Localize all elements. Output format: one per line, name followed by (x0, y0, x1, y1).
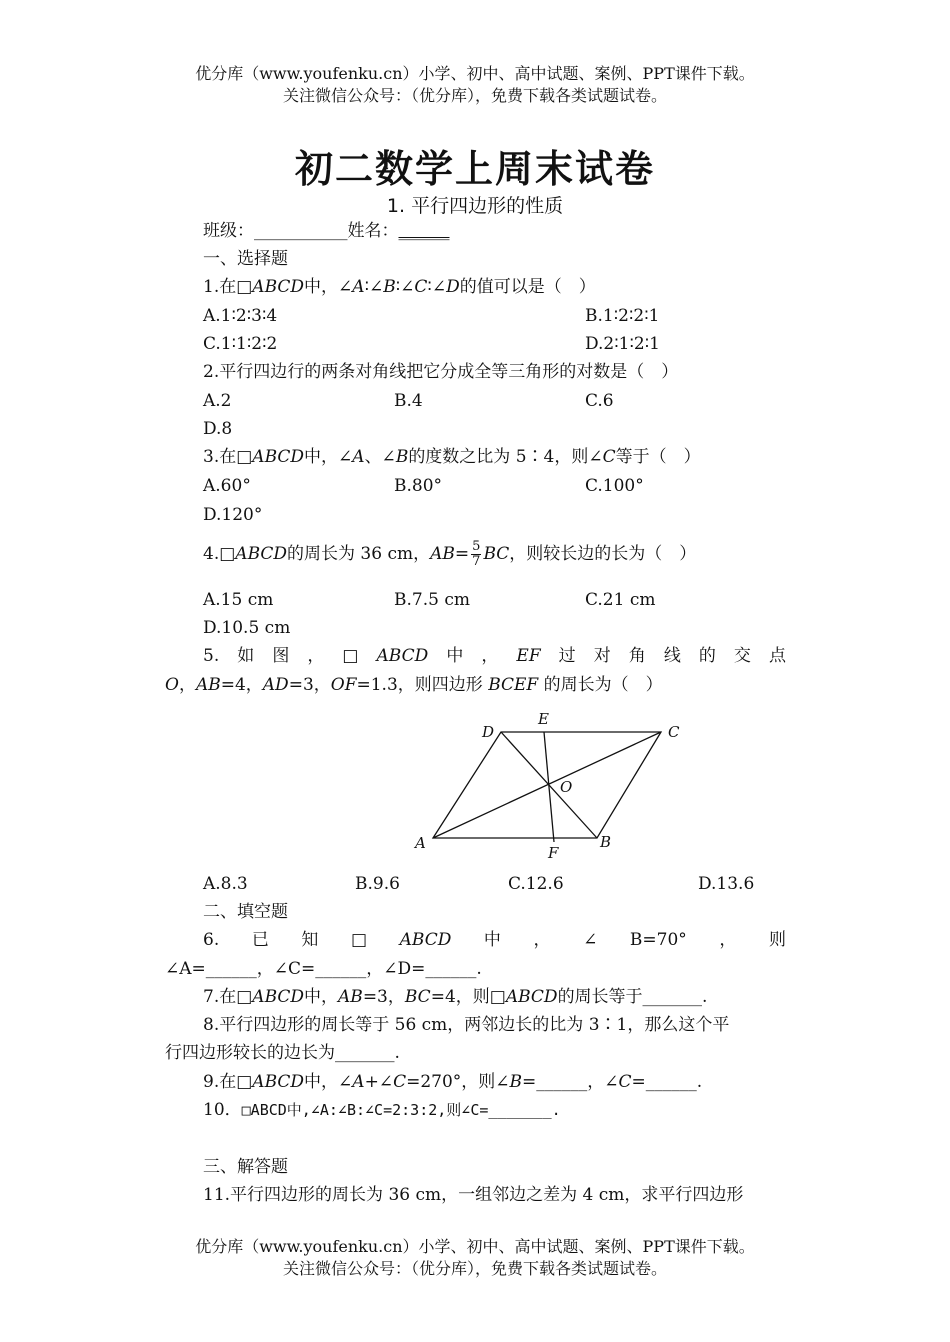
q3-option-d: D.120° (203, 505, 263, 525)
question-1: 1.在□ABCD中，∠A∶∠B∶∠C∶∠D的值可以是（ ） (203, 277, 596, 297)
section-answer: 三、解答题 (203, 1157, 288, 1177)
label-o: O (560, 778, 573, 796)
question-6-line-2: ∠A=______，∠C=______，∠D=______. (165, 959, 482, 979)
question-10: 10．□ABCD中,∠A:∠B:∠C=2:3:2,则∠C=_______. (203, 1100, 561, 1120)
name-blank: ______ (398, 221, 450, 241)
question-11-line-1: 11.平行四边形的周长为 36 cm，一组邻边之差为 4 cm，求平行四边形 (203, 1185, 744, 1205)
class-blank: ___________ (254, 221, 348, 241)
q5-option-d: D.13.6 (698, 874, 755, 894)
parallelogram-figure (405, 702, 695, 868)
question-8-line-1: 8.平行四边形的周长等于 56 cm，两邻边长的比为 3∶1，那么这个平 (203, 1015, 730, 1035)
q2-option-c: C.6 (585, 391, 614, 411)
q5-option-a: A.8.3 (203, 874, 248, 894)
q4-option-b: B.7.5 cm (394, 590, 470, 610)
question-6-line-1: 6. 已 知 □ ABCD 中 ， ∠ B=70° ， 则 (203, 930, 786, 950)
q3-option-c: C.100° (585, 476, 644, 496)
section-choice: 一、选择题 (203, 249, 288, 269)
q4-option-a: A.15 cm (203, 590, 274, 610)
question-3: 3.在□ABCD中，∠A、∠B的度数之比为 5∶4，则∠C等于（ ） (203, 447, 701, 467)
label-b: B (600, 833, 612, 851)
q3-option-a: A.60° (203, 476, 251, 496)
page-subtitle: 1. 平行四边形的性质 (386, 195, 564, 217)
q5-option-c: C.12.6 (508, 874, 564, 894)
question-4: 4.□ABCD的周长为 36 cm，AB= $\frac{5}{7}$ BC，则较长边的长为（ ） (203, 539, 697, 569)
q3-option-b: B.80° (394, 476, 443, 496)
section-fill: 二、填空题 (203, 902, 288, 922)
q5-option-b: B.9.6 (355, 874, 400, 894)
question-9: 9.在□ABCD中，∠A+∠C=270°，则∠B=______，∠C=______. (203, 1072, 703, 1092)
q2-option-b: B.4 (394, 391, 423, 411)
question-8-line-2: 行四边形较长的边长为_______. (165, 1043, 400, 1063)
q4-option-c: C.21 cm (585, 590, 656, 610)
name-label: 姓名： (347, 221, 399, 241)
q2-option-a: A.2 (203, 391, 232, 411)
q1-option-a: A.1∶2∶3∶4 (203, 306, 278, 326)
label-f: F (548, 844, 559, 862)
question-5-line-2: O，AB=4，AD=3，OF=1.3，则四边形 BCEF 的周长为（ ） (165, 675, 663, 695)
question-7: 7.在□ABCD中，AB=3，BC=4，则□ABCD的周长等于_______. (203, 987, 708, 1007)
label-e: E (538, 710, 549, 728)
question-5-line-1: 5. 如 图 ， □ ABCD 中 ， EF 过 对 角 线 的 交 点 (203, 646, 786, 666)
q1-option-d: D.2∶1∶2∶1 (585, 334, 660, 354)
header-line-2: 关注微信公众号：（优分库），免费下载各类试题试卷。 (282, 86, 667, 105)
segment-ef (544, 732, 554, 842)
q4-option-d: D.10.5 cm (203, 618, 291, 638)
q2-option-d: D.8 (203, 419, 233, 439)
header-line-1: 优分库（www.youfenku.cn）小学、初中、高中试题、案例、PPT课件下载。 (195, 64, 755, 83)
footer-line-2: 关注微信公众号：（优分库），免费下载各类试题试卷。 (282, 1259, 667, 1278)
page-title: 初二数学上周末试卷 (294, 147, 655, 191)
q1-option-c: C.1∶1∶2∶2 (203, 334, 278, 354)
student-info (203, 220, 450, 242)
question-2: 2.平行四边行的两条对角线把它分成全等三角形的对数是（ ） (203, 362, 679, 382)
q1-option-b: B.1∶2∶2∶1 (585, 306, 660, 326)
fraction-5-7: $\frac{5}{7}$ (472, 539, 481, 569)
class-label: 班级： (203, 221, 254, 241)
label-d: D (482, 723, 495, 741)
footer-line-1: 优分库（www.youfenku.cn）小学、初中、高中试题、案例、PPT课件下载。 (195, 1237, 755, 1256)
label-c: C (668, 723, 680, 741)
label-a: A (415, 834, 426, 852)
